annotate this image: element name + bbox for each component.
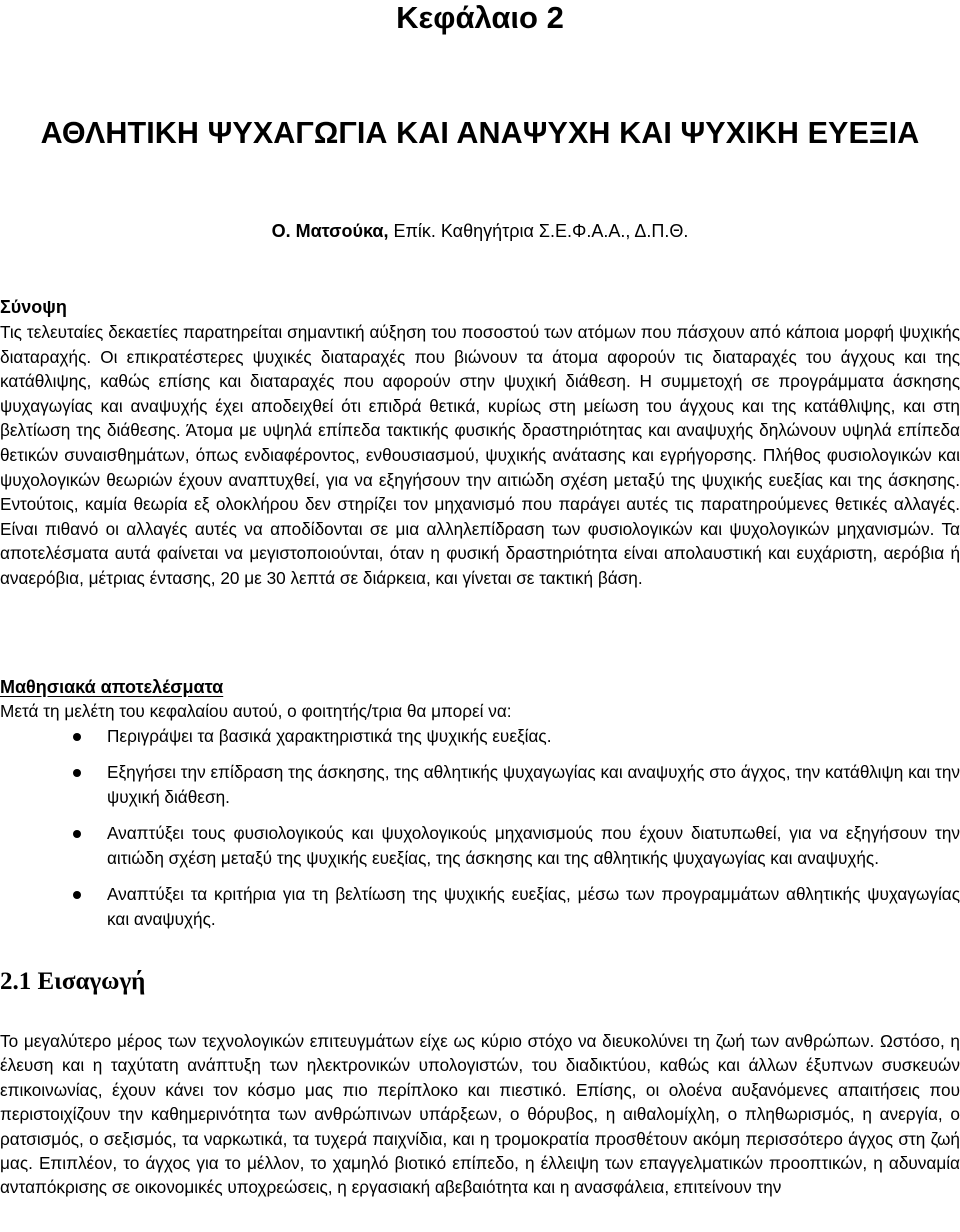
bullet-icon: [73, 830, 81, 838]
learning-outcomes-section: [0, 675, 960, 932]
list-item: Αναπτύξει τους φυσιολογικούς και ψυχολογικούς μηχανισμούς που έχουν διατυπωθεί, για να εξηγήσουν την αιτιώδη σχέση μεταξύ της ψυχικής ευεξίας, της άσκησης και της αθλητικής ψυχαγωγίας και αναψυχής.: [0, 821, 960, 871]
introduction-heading: 2.1 Εισαγωγή: [0, 968, 146, 995]
learning-outcomes-heading: Μαθησιακά αποτελέσματα: [0, 677, 224, 697]
author-line: [0, 218, 960, 244]
learning-outcomes-list: [0, 724, 960, 932]
list-item: Περιγράψει τα βασικά χαρακτηριστικά της ψυχικής ευεξίας.: [0, 724, 960, 749]
summary-text: Τις τελευταίες δεκαετίες παρατηρείται σημαντική αύξηση του ποσοστού των ατόμων που πάσχουν από κάποια μορφή ψυχικής διαταραχής. Οι επικρατέστερες ψυχικές διαταραχές που βιώνουν τα άτομα αφορούν τις διαταραχές του άγχους και της κατάθλιψης, καθώς επίσης και διαταραχές που αφορούν στην ψυχική διάθεση. Η συμμετοχή σε προγράμματα άσκησης ψυχαγωγίας και αναψυχής έχει αποδειχθεί ότι επιδρά θετικά, κυρίως στη μείωση του άγχους και της κατάθλιψης, και στη βελτίωση της διάθεσης. Άτομα με υψηλά επίπεδα τακτικής φυσικής δραστηριότητας και αναψυχής δηλώνουν υψηλά επίπεδα θετικών συναισθημάτων, όπως ενδιαφέροντος, ενθουσιασμού, ψυχικής ανάτασης και εγρήγορσης. Πλήθος φυσιολογικών και ψυχολογικών θεωριών έχουν αναπτυχθεί, για να εξηγήσουν την αιτιώδη σχέση μεταξύ της ψυχικής ευεξίας και της άσκησης. Εντούτοις, καμία θεωρία εξ ολοκλήρου δεν στηρίζει τον μηχανισμό που παράγει αυτές τις παρατηρούμενες θετικές αλλαγές. Είναι πιθανό οι αλλαγές αυτές να αποδίδονται σε μια αλληλεπίδραση των φυσιολογικών και ψυχολογικών μηχανισμών. Τα αποτελέσματα αυτά φαίνεται να μεγιστοποιούνται, όταν η φυσική δραστηριότητα είναι απολαυστική και ευχάριστη, αερόβια ή αναερόβια, μέτριας έντασης, 20 με 30 λεπτά σε διάρκεια, και γίνεται σε τακτική βάση.: [0, 322, 960, 588]
summary-section: [0, 295, 960, 591]
summary-heading: Σύνοψη: [0, 297, 67, 317]
chapter-title: Κεφάλαιο 2: [396, 0, 564, 35]
bullet-icon: [73, 769, 81, 777]
author-name: Ο. Ματσούκα,: [271, 221, 389, 241]
bullet-icon: [73, 733, 81, 741]
author-affiliation: Επίκ. Καθηγήτρια Σ.Ε.Φ.Α.Α., Δ.Π.Θ.: [388, 221, 689, 241]
introduction-text: Το μεγαλύτερο μέρος των τεχνολογικών επιτευγμάτων είχε ως κύριο στόχο να διευκολύνει τη ζωή των ανθρώπων. Ωστόσο, η έλευση και η ταχύτατη ανάπτυξη των ηλεκτρονικών υπολογιστών, του διαδικτύου, καθώς και άλλων έξυπνων συσκευών επικοινωνίας, έχουν κάνει τον κόσμο μας πιο περίπλοκο και πιεστικό. Επίσης, οι ολοένα αυξανόμενες απαιτήσεις που περιστοιχίζουν την καθημερινότητα των ανθρώπινων υπάρξεων, ο θόρυβος, η αιθαλομίχλη, ο πληθωρισμός, η ανεργία, ο ρατσισμός, ο σεξισμός, τα ναρκωτικά, τα τυχερά παιχνίδια, και η τρομοκρατία προσθέτουν ακόμη περισσότερο άγχος στη ζωή μας. Επιπλέον, το άγχος για το μέλλον, το χαμηλό βιοτικό επίπεδο, η έλλειψη των επαγγελματικών προοπτικών, η αδυναμία ανταπόκρισης σε οικονομικές υποχρεώσεις, η εργασιακή αβεβαιότητα και η ανασφάλεια, επιτείνουν την: [0, 1031, 960, 1198]
main-title: ΑΘΛΗΤΙΚΗ ΨΥΧΑΓΩΓΙΑ ΚΑΙ ΑΝΑΨΥΧΗ ΚΑΙ ΨΥΧΙΚΗ ΕΥΕΞΙΑ: [40, 116, 920, 150]
bullet-icon: [73, 891, 81, 899]
learning-outcomes-intro: Μετά τη μελέτη του κεφαλαίου αυτού, ο φοιτητής/τρια θα μπορεί να:: [0, 701, 512, 721]
introduction-section: [0, 967, 960, 1200]
list-item: Εξηγήσει την επίδραση της άσκησης, της αθλητικής ψυχαγωγίας και αναψυχής στο άγχος, την κατάθλιψη και την ψυχική διάθεση.: [0, 760, 960, 810]
list-item: Αναπτύξει τα κριτήρια για τη βελτίωση της ψυχικής ευεξίας, μέσω των προγραμμάτων αθλητικής ψυχαγωγίας και αναψυχής.: [0, 882, 960, 932]
